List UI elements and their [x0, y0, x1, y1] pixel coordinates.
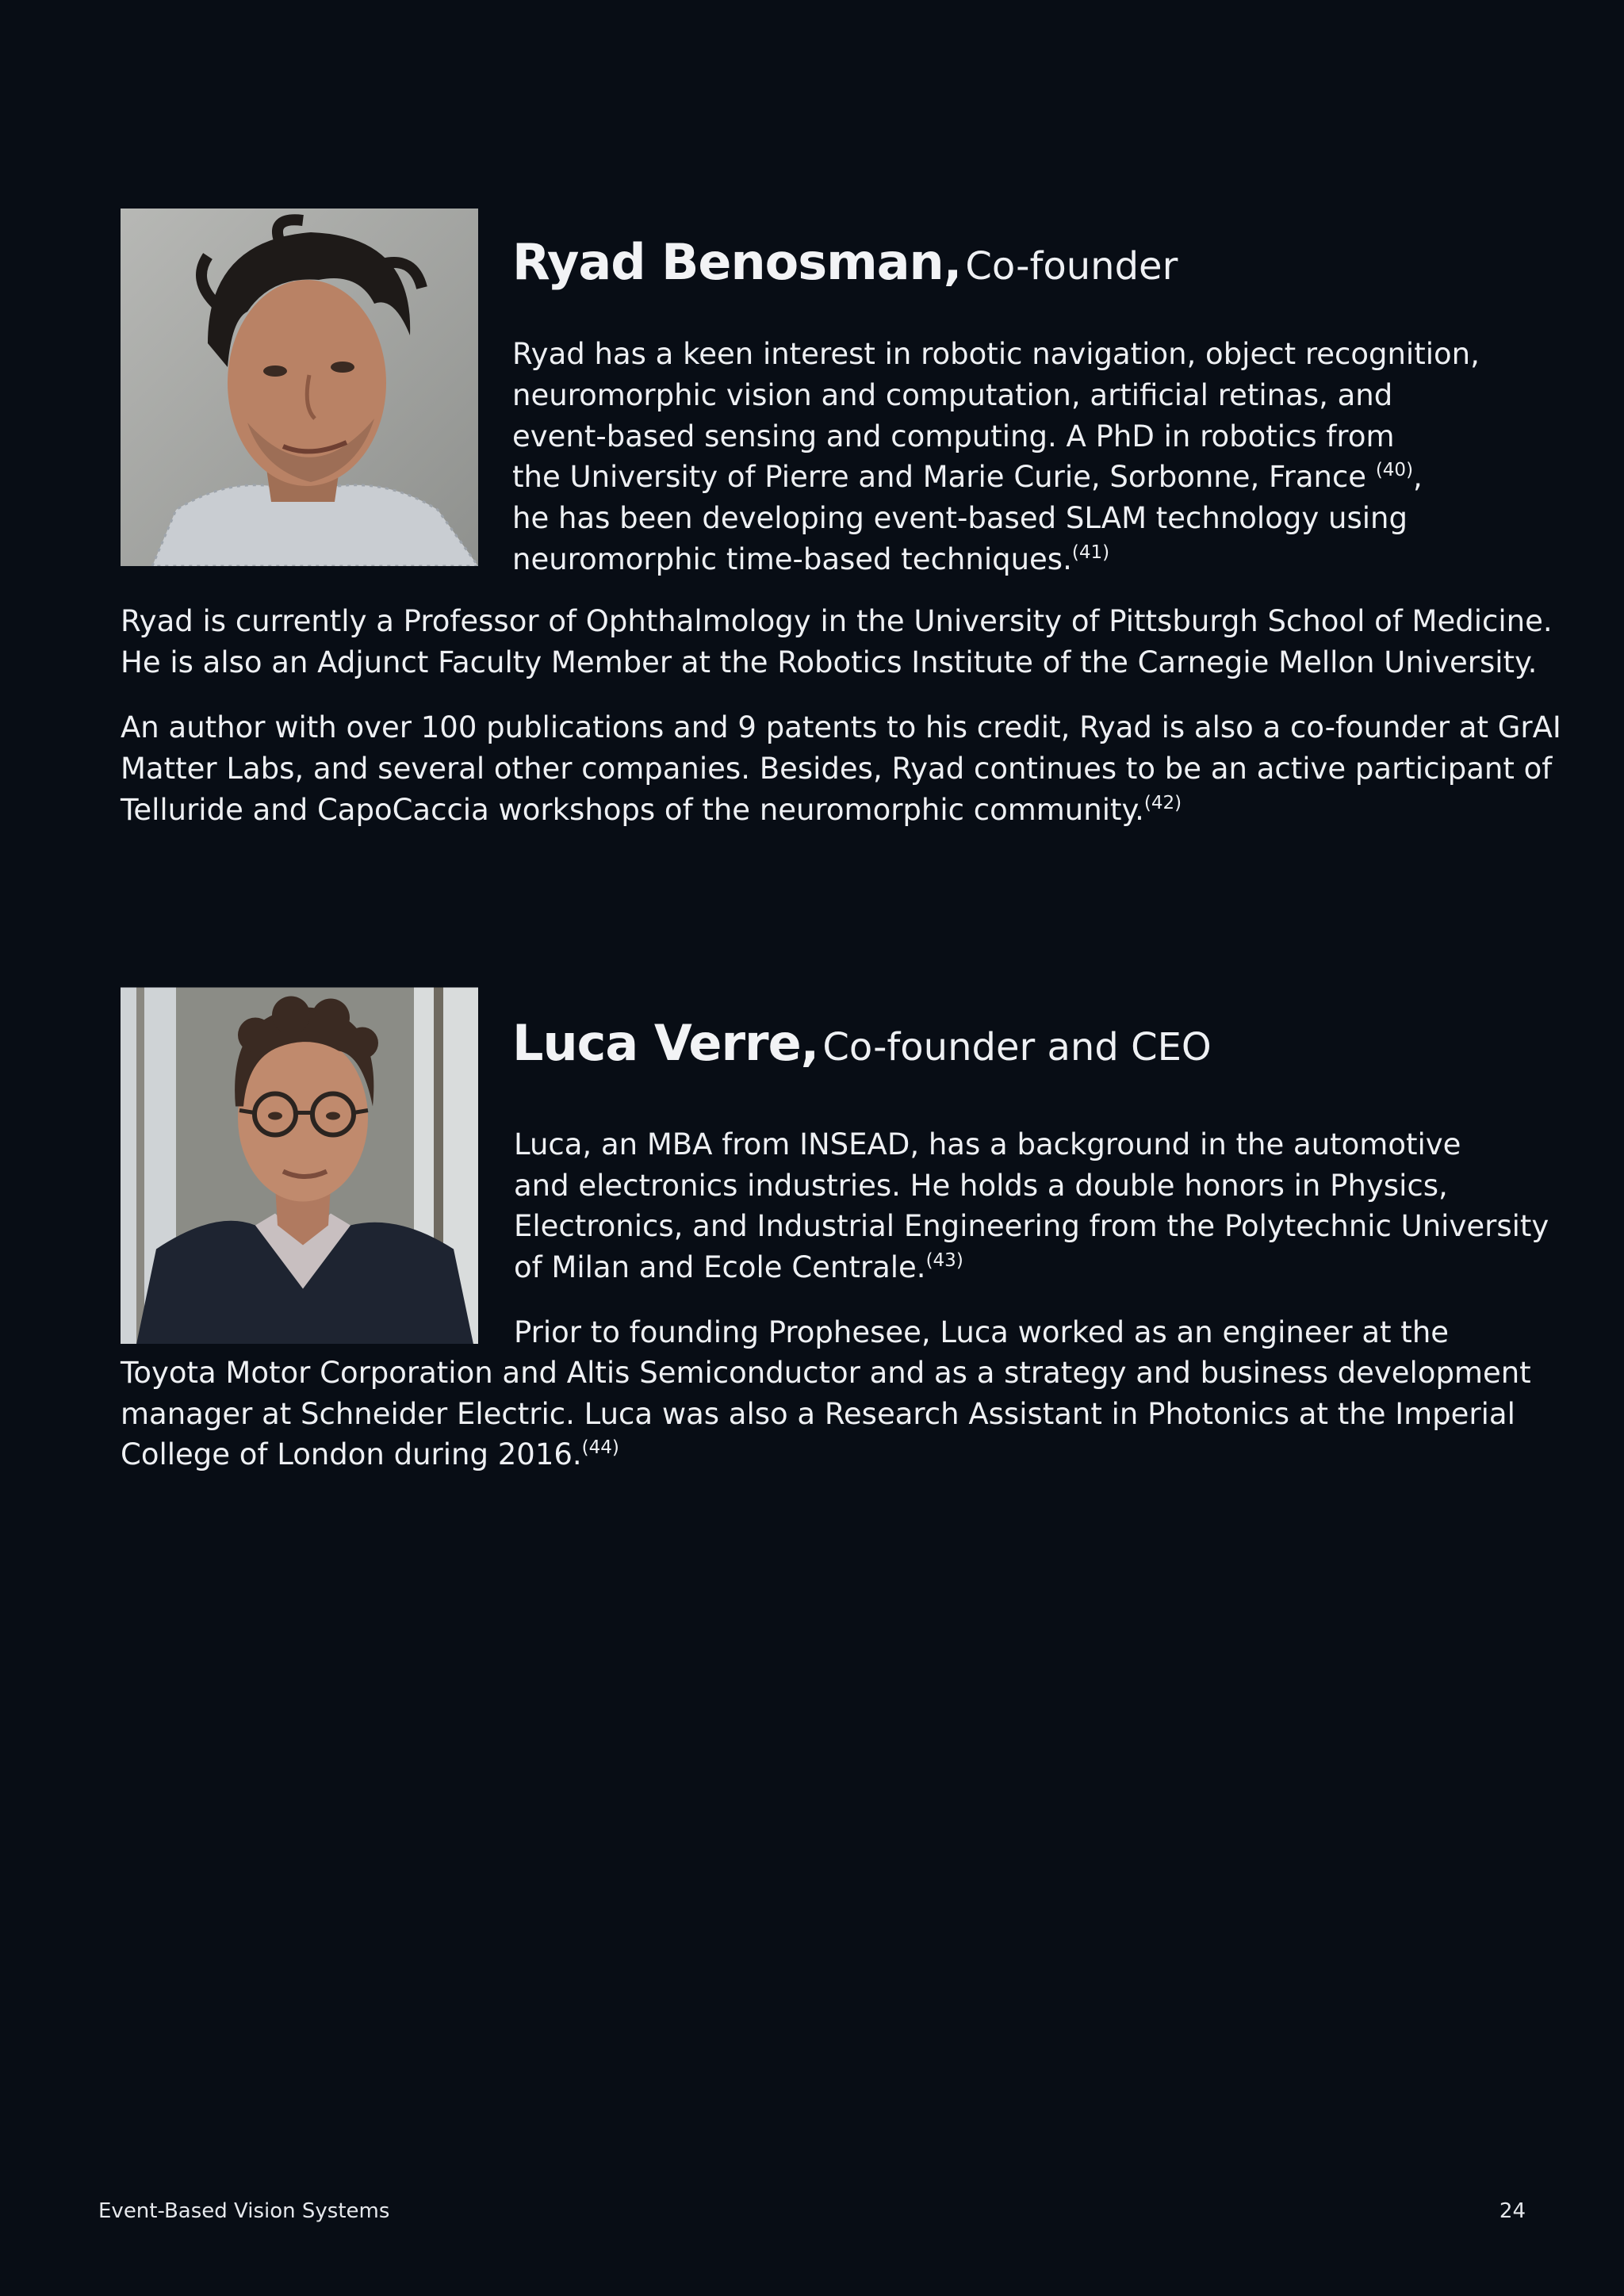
- bio-line: Luca, an MBA from INSEAD, has a background in the automotive: [514, 1127, 1461, 1161]
- profile-heading: [512, 1014, 1212, 1072]
- bio-line: manager at Schneider Electric. Luca was also a Research Assistant in Photonics at the Imperial: [121, 1397, 1515, 1431]
- footnote-marker: (42): [1143, 793, 1182, 813]
- profile-role: Co-founder and CEO: [822, 1025, 1212, 1070]
- footer-document-title: Event-Based Vision Systems: [98, 2199, 390, 2223]
- bio-line: and electronics industries. He holds a double honors in Physics,: [514, 1169, 1448, 1203]
- bio-line: Toyota Motor Corporation and Altis Semiconductor and as a strategy and business development: [121, 1356, 1531, 1390]
- portrait-photo-luca: [121, 987, 478, 1344]
- bio-line-punctuation: ,: [1413, 460, 1423, 494]
- footer-page-number: 24: [1499, 2199, 1526, 2223]
- bio-line: An author with over 100 publications and 9 patents to his credit, Ryad is also a co-founder at GrAI: [121, 710, 1561, 744]
- bio-line-with-footnote: [121, 795, 1182, 825]
- bio-line: Electronics, and Industrial Engineering from the Polytechnic University: [514, 1209, 1549, 1243]
- bio-line: event-based sensing and computing. A PhD in robotics from: [512, 419, 1395, 453]
- footnote-marker: (44): [581, 1437, 619, 1458]
- bio-line-text: College of London during 2016.: [121, 1437, 582, 1471]
- profile-name: Luca Verre,: [512, 1014, 819, 1072]
- bio-line-with-footnote: [512, 462, 1423, 492]
- bio-line-text: Telluride and CapoCaccia workshops of the neuromorphic community.: [121, 793, 1144, 827]
- profile-role: Co-founder: [965, 244, 1178, 289]
- bio-line: Ryad is currently a Professor of Ophthalmology in the University of Pittsburgh School of Medicine.: [121, 604, 1553, 638]
- bio-line: Matter Labs, and several other companies. Besides, Ryad continues to be an active participant of: [121, 752, 1553, 786]
- bio-line-text: neuromorphic time-based techniques.: [512, 542, 1072, 576]
- bio-line: Prior to founding Prophesee, Luca worked as an engineer at the: [514, 1315, 1450, 1349]
- footnote-marker: (41): [1071, 542, 1110, 563]
- profile-heading: [512, 233, 1178, 291]
- bio-line-with-footnote: [514, 1250, 963, 1284]
- bio-line: He is also an Adjunct Faculty Member at the Robotics Institute of the Carnegie Mellon University.: [121, 645, 1538, 679]
- bio-line-text: the University of Pierre and Marie Curie, Sorbonne, France: [512, 460, 1376, 494]
- bio-line: Ryad has a keen interest in robotic navigation, object recognition,: [512, 337, 1480, 371]
- bio-line-with-footnote: [121, 1437, 619, 1471]
- profile-name: Ryad Benosman,: [512, 233, 962, 291]
- footnote-marker: (40): [1375, 460, 1414, 480]
- bio-line-text: of Milan and Ecole Centrale.: [514, 1250, 926, 1284]
- bio-line: he has been developing event-based SLAM technology using: [512, 501, 1408, 535]
- footnote-marker: (43): [925, 1250, 963, 1271]
- bio-line: neuromorphic vision and computation, artificial retinas, and: [512, 378, 1393, 412]
- bio-line-with-footnote: [512, 542, 1110, 576]
- portrait-photo-ryad: [121, 209, 478, 566]
